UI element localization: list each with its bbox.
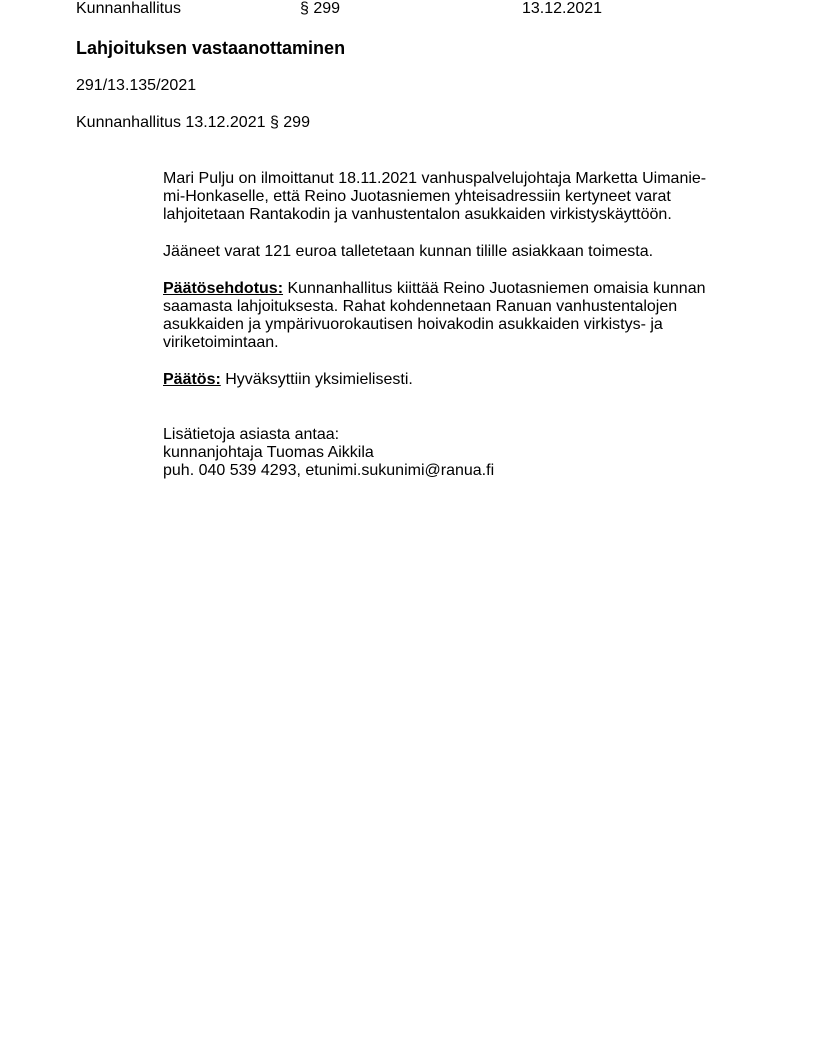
header-section-number: § 299	[300, 0, 341, 17]
contact-person: kunnanjohtaja Tuomas Aikkila	[163, 444, 374, 461]
header-date: 13.12.2021	[522, 0, 603, 17]
document-title: Lahjoituksen vastaanottaminen	[76, 38, 346, 58]
header-organization: Kunnanhallitus	[76, 0, 181, 17]
meeting-reference: Kunnanhallitus 13.12.2021 § 299	[76, 114, 310, 131]
contact-block	[163, 426, 723, 480]
decision-line	[163, 371, 723, 389]
intro-line: Mari Pulju on ilmoittanut 18.11.2021 vanhuspalvelujohtaja Marketta Uimanie-	[163, 170, 707, 187]
remaining-funds-paragraph	[163, 243, 723, 261]
proposal-first-line-text: Kunnanhallitus kiittää Reino Juotasniemen omaisia kunnan	[283, 280, 706, 297]
decision-label: Päätös:	[163, 371, 221, 388]
proposal-label: Päätösehdotus:	[163, 280, 284, 297]
contact-details: puh. 040 539 4293, etunimi.sukunimi@ranua.fi	[163, 462, 495, 479]
proposal-first-line	[163, 280, 723, 298]
proposal-paragraph	[163, 280, 723, 352]
case-number: 291/13.135/2021	[76, 77, 197, 94]
decision-text: Hyväksyttiin yksimielisesti.	[220, 371, 413, 388]
intro-line: mi-Honkaselle, että Reino Juotasniemen yhteisadressiin kertyneet varat	[163, 188, 671, 205]
contact-intro: Lisätietoja asiasta antaa:	[163, 426, 340, 443]
decision-paragraph	[163, 371, 723, 389]
proposal-line: asukkaiden ja ympärivuorokautisen hoivakodin asukkaiden virkistys- ja	[163, 316, 663, 333]
document-body	[163, 170, 723, 480]
proposal-line: viriketoimintaan.	[163, 334, 279, 351]
intro-line: lahjoitetaan Rantakodin ja vanhustentalon asukkaiden virkistyskäyttöön.	[163, 206, 672, 223]
intro-paragraph	[163, 170, 723, 224]
proposal-line: saamasta lahjoituksesta. Rahat kohdennetaan Ranuan vanhustentalojen	[163, 298, 678, 315]
remaining-funds-text: Jääneet varat 121 euroa talletetaan kunnan tilille asiakkaan toimesta.	[163, 243, 654, 260]
